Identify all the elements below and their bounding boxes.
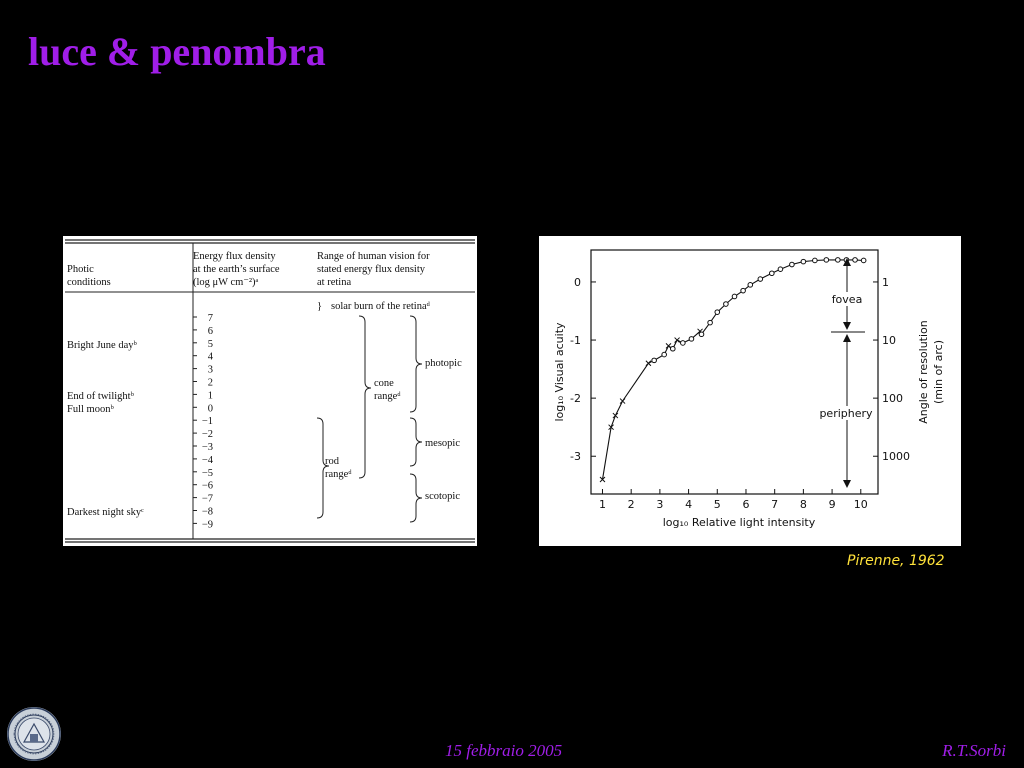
rod-label: rod [325,456,339,467]
y2-tick-label: 1 [882,275,889,289]
data-point-circle [699,332,704,337]
scotopic-brace [410,474,422,522]
y-tick-label: -3 [570,450,581,464]
scale-value: −2 [201,429,213,441]
data-point-circle [836,258,841,263]
data-point-circle [824,258,829,263]
condition-bright-day: Bright June dayᵇ [67,340,137,351]
condition-twilight: End of twilightᵇ [67,391,134,402]
data-point-circle [662,352,667,357]
header-line: (log μW cm⁻²)ᵃ [193,277,259,288]
y2-axis-label: (min of arc) [932,340,945,404]
scale-value: −4 [201,454,213,466]
x-ticks [599,489,868,511]
data-point-circle [813,258,818,263]
y-axis-label: log₁₀ Visual acuity [553,322,566,422]
y-tick-label: -1 [570,334,581,348]
scale-value: −7 [201,493,213,505]
header-line: at the earth’s surface [193,264,280,275]
x-tick-label: 1 [598,498,606,511]
x-tick-label: 4 [685,498,693,511]
y2-tick-label: 10 [882,334,896,348]
slide-title: luce & penombra [28,29,326,74]
x-tick-label: 8 [799,498,807,511]
x-tick-label: 6 [742,498,750,511]
y-tick-label: 0 [574,275,581,289]
data-point-cross [675,338,680,343]
data-point-circle [708,320,713,325]
plot-frame [591,250,878,494]
scale-value: −8 [201,506,213,518]
data-points [600,258,866,482]
data-point-circle [748,283,753,288]
data-point-circle [778,267,783,272]
header-line: conditions [67,277,111,288]
data-point-cross [620,399,625,404]
y-tick-label: -2 [570,392,581,406]
mesopic-brace [410,418,422,466]
scale-value: −6 [201,480,213,492]
scale-value: 2 [207,377,213,389]
visual-acuity-chart [539,236,961,546]
data-point-circle [670,346,675,351]
rod-brace [317,418,329,518]
data-point-circle [724,302,729,307]
cone-label: cone [374,378,394,389]
scale-value: 1 [207,390,213,402]
x-tick-label: 9 [828,498,836,511]
data-point-cross [646,361,651,366]
scale-value: −3 [201,442,213,453]
data-point-circle [758,277,763,282]
data-point-cross [613,413,618,418]
x-axis-label: log₁₀ Relative light intensity [662,516,816,529]
condition-full-moon: Full moonᵇ [67,404,114,415]
periphery-label: periphery [819,407,873,420]
scotopic-label: scotopic [425,491,460,502]
scale-value: −5 [201,467,213,479]
scale-value: 6 [207,325,213,337]
photopic-brace [410,316,422,412]
data-point-circle [861,258,866,263]
table-header-photic [67,264,111,288]
table-header-range [317,251,430,288]
data-point-circle [801,259,806,264]
cone-label: rangeᵈ [374,391,401,402]
x-tick-label: 7 [771,498,779,511]
scale-value: 7 [207,313,213,324]
data-point-circle [732,294,737,299]
cone-brace [359,316,371,478]
x-tick-label: 5 [713,498,721,511]
flux-scale [193,313,214,530]
scale-value: 3 [207,364,213,376]
rod-label: rangeᵈ [325,469,352,480]
data-point-circle [689,337,694,342]
y2-axis-label: Angle of resolution [917,320,930,424]
data-point-circle [770,271,775,276]
citation: Pirenne, 1962 [847,553,945,569]
acuity-curve [603,260,864,480]
university-seal-icon [6,706,62,762]
fovea-label: fovea [831,293,863,306]
scale-value: −1 [201,416,213,428]
solar-burn-label: solar burn of the retinaᵈ [331,301,430,312]
data-point-cross [666,343,671,348]
y2-tick-label: 100 [882,392,903,406]
data-point-circle [853,258,858,263]
photic-conditions-table [63,236,477,546]
y2-tick-label: 1000 [882,450,910,464]
data-point-circle [741,288,746,293]
scale-value: 4 [207,351,213,363]
header-line: Energy flux density [193,251,276,262]
data-point-circle [681,341,686,346]
photopic-label: photopic [425,358,462,369]
mesopic-label: mesopic [425,438,460,449]
y-ticks [570,276,596,463]
footer-date: 15 febbraio 2005 [445,741,563,760]
header-line: stated energy flux density [317,264,425,275]
header-line: Range of human vision for [317,251,430,262]
scale-value: 0 [207,403,213,415]
x-tick-label: 3 [656,498,664,511]
header-line: Photic [67,264,94,275]
data-point-circle [652,358,657,363]
scale-value: −9 [201,519,213,531]
table-header-energy [193,251,280,288]
scale-value: 5 [207,338,213,350]
footer-author: R.T.Sorbi [942,741,1006,760]
condition-night-sky: Darkest night skyᶜ [67,507,144,518]
x-tick-label: 2 [627,498,635,511]
data-point-circle [715,310,720,315]
header-line: at retina [317,277,352,288]
brace-small: } [317,301,323,312]
data-point-circle [790,262,795,267]
x-tick-label: 10 [853,498,868,511]
